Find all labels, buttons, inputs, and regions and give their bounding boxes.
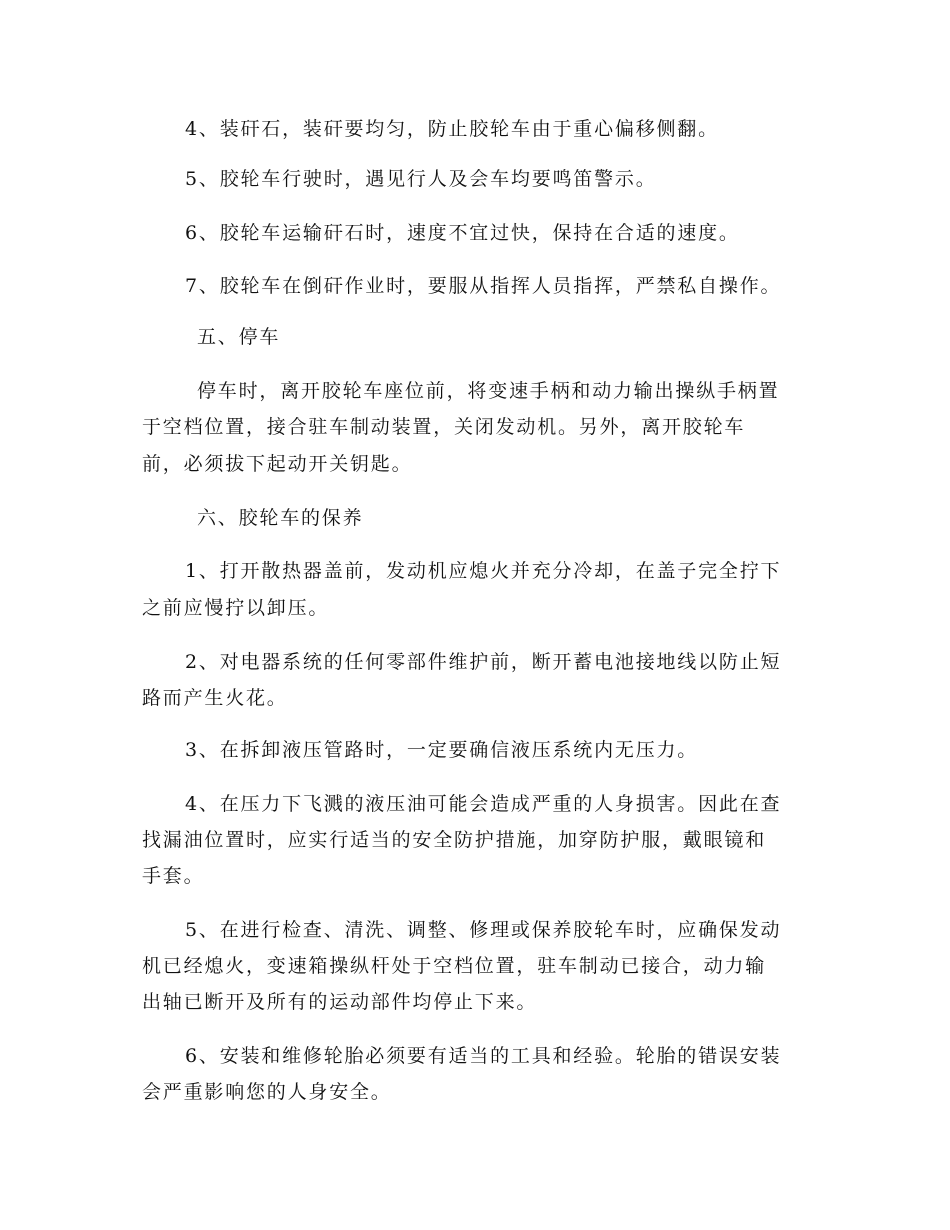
maintenance-item-2-line-2: 路而产生火花。 (142, 687, 288, 709)
list-item-5-driving: 5、胶轮车行驶时，遇见行人及会车均要鸣笛警示。 (185, 168, 657, 190)
paragraph-parking-line-3: 前，必须拔下起动开关钥匙。 (142, 453, 413, 475)
maintenance-item-6-line-2: 会严重影响您的人身安全。 (142, 1081, 392, 1103)
maintenance-item-5-line-2: 机已经熄火，变速箱操纵杆处于空档位置，驻车制动已接合，动力输 (142, 955, 767, 977)
maintenance-item-1-line-2: 之前应慢拧以卸压。 (142, 597, 330, 619)
maintenance-item-4-line-1: 4、在压力下飞溅的液压油可能会造成严重的人身损害。因此在查 (185, 793, 782, 815)
list-item-7-dumping: 7、胶轮车在倒矸作业时，要服从指挥人员指挥，严禁私自操作。 (185, 275, 782, 297)
maintenance-item-3: 3、在拆卸液压管路时，一定要确信液压系统内无压力。 (185, 739, 699, 761)
paragraph-parking-line-2: 于空档位置，接合驻车制动装置，关闭发动机。另外，离开胶轮车 (142, 416, 746, 438)
maintenance-item-5-line-3: 出轴已断开及所有的运动部件均停止下来。 (142, 991, 538, 1013)
maintenance-item-1-line-1: 1、打开散热器盖前，发动机应熄火并充分冷却，在盖子完全拧下 (185, 560, 782, 582)
list-item-6-speed: 6、胶轮车运输矸石时，速度不宜过快，保持在合适的速度。 (185, 222, 740, 244)
maintenance-item-4-line-2: 找漏油位置时，应实行适当的安全防护措施，加穿防护服，戴眼镜和 (142, 829, 767, 851)
maintenance-item-6-line-1: 6、安装和维修轮胎必须要有适当的工具和经验。轮胎的错误安装 (185, 1045, 782, 1067)
maintenance-item-5-line-1: 5、在进行检查、清洗、调整、修理或保养胶轮车时，应确保发动 (185, 919, 782, 941)
maintenance-item-4-line-3: 手套。 (142, 865, 205, 887)
section-heading-parking: 五、停车 (197, 326, 281, 348)
maintenance-item-2-line-1: 2、对电器系统的任何零部件维护前，断开蓄电池接地线以防止短 (185, 651, 782, 673)
section-heading-maintenance: 六、胶轮车的保养 (197, 507, 364, 529)
paragraph-parking-line-1: 停车时，离开胶轮车座位前，将变速手柄和动力输出操纵手柄置 (197, 380, 780, 402)
list-item-4-loading: 4、装矸石，装矸要均匀，防止胶轮车由于重心偏移侧翻。 (185, 118, 719, 140)
